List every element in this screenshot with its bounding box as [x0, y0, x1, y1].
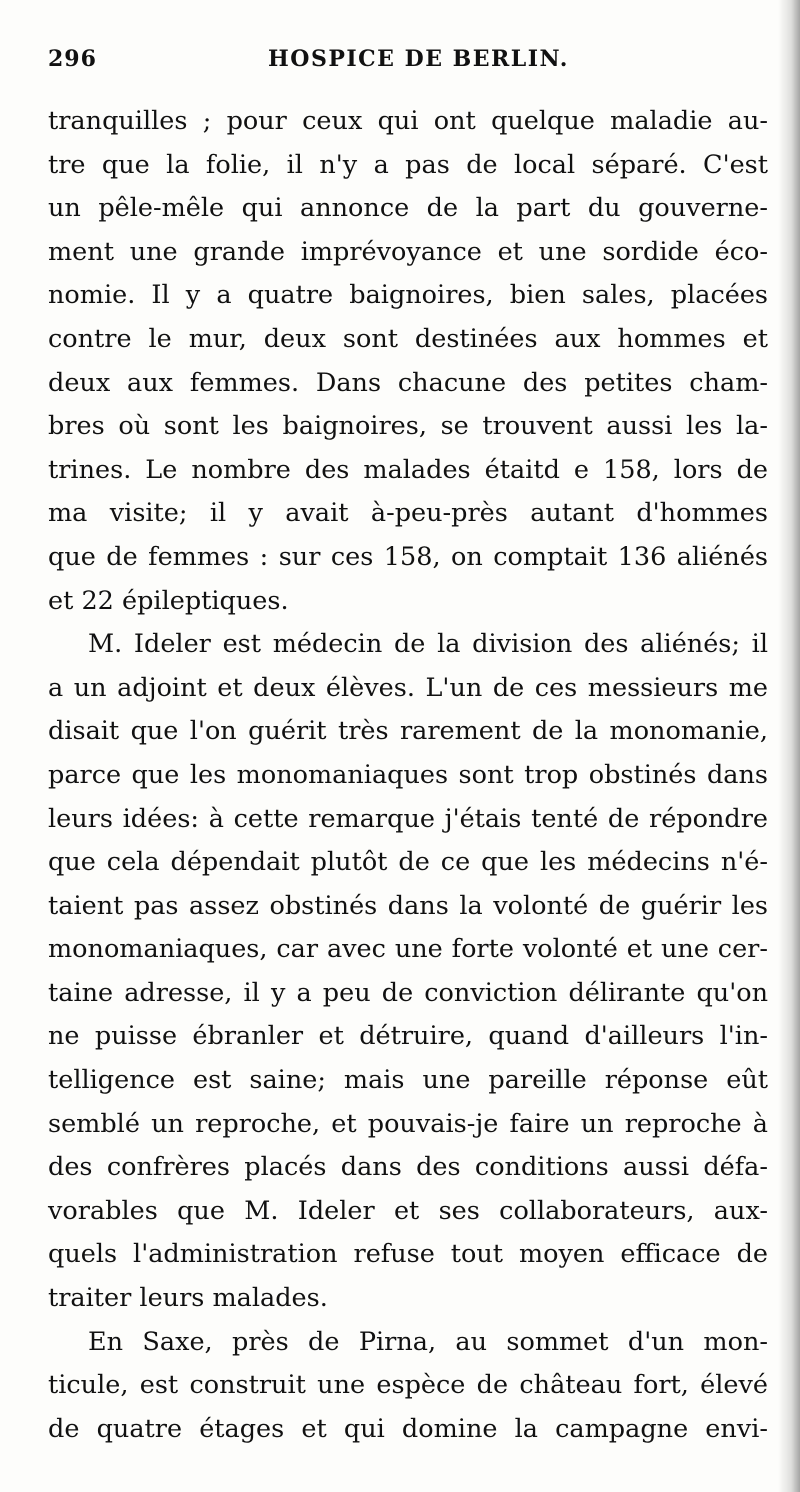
text-line: un pêle-mêle qui annonce de la part du gouverne-: [48, 193, 768, 224]
text-line: tranquilles ; pour ceux qui ont quelque maladie au-: [48, 106, 768, 136]
text-line: tre que la folie, il n'y a pas de local séparé. C'est: [48, 149, 768, 180]
paragraph-3: [48, 1321, 768, 1452]
paragraph-2: [48, 623, 768, 1321]
text-line: monomaniaques, car avec une forte volonté et une cer-: [48, 934, 768, 965]
text-line: taine adresse, il y a peu de conviction délirante qu'on: [48, 977, 768, 1008]
body-text: [48, 100, 768, 1451]
text-line: a un adjoint et deux élèves. L'un de ces messieurs me: [48, 672, 768, 703]
text-line: telligence est saine; mais une pareille réponse eût: [48, 1065, 768, 1096]
text-line: disait que l'on guérit très rarement de la monomanie,: [48, 716, 768, 747]
text-line: semblé un reproche, et pouvais-je faire un reproche à: [48, 1108, 768, 1139]
text-line: deux aux femmes. Dans chacune des petites cham-: [48, 367, 768, 398]
text-line: de quatre étages et qui domine la campagne envi-: [48, 1413, 768, 1444]
text-line: des confrères placés dans des conditions aussi défa-: [48, 1152, 768, 1183]
text-line: que cela dépendait plutôt de ce que les médecins n'é-: [48, 847, 768, 878]
text-line: parce que les monomaniaques sont trop obstinés dans: [48, 759, 768, 790]
text-line: ma visite; il y avait à-peu-près autant d'hommes: [48, 498, 768, 529]
text-line: quels l'administration refuse tout moyen efficace de: [48, 1239, 768, 1270]
page-number: 296: [48, 46, 97, 72]
text-line: trines. Le nombre des malades étaitd e 158, lors de: [48, 454, 768, 485]
running-head: HOSPICE DE BERLIN.: [268, 46, 569, 72]
text-line: M. Ideler est médecin de la division des aliénés; il: [88, 629, 768, 660]
text-line: que de femmes : sur ces 158, on comptait 136 aliénés: [48, 541, 768, 572]
text-line: taient pas assez obstinés dans la volonté de guérir les: [48, 890, 768, 921]
paragraph-1: [48, 100, 768, 623]
text-line: et 22 épileptiques.: [48, 585, 289, 616]
text-line: contre le mur, deux sont destinées aux hommes et: [48, 323, 768, 354]
text-line: En Saxe, près de Pirna, au sommet d'un mon-: [88, 1326, 768, 1357]
text-line: ne puisse ébranler et détruire, quand d'ailleurs l'in-: [48, 1021, 768, 1052]
page-header: [48, 46, 752, 86]
page-edge-shadow: [778, 0, 800, 1492]
text-line: vorables que M. Ideler et ses collaborateurs, aux-: [48, 1195, 768, 1226]
text-line: ticule, est construit une espèce de château fort, élevé: [48, 1370, 768, 1401]
text-line: ment une grande imprévoyance et une sordide éco-: [48, 236, 768, 267]
text-line: leurs idées: à cette remarque j'étais tenté de répondre: [48, 803, 768, 834]
text-line: traiter leurs malades.: [48, 1283, 328, 1314]
text-line: nomie. Il y a quatre baignoires, bien sales, placées: [48, 280, 768, 311]
text-line: bres où sont les baignoires, se trouvent aussi les la-: [48, 411, 768, 442]
